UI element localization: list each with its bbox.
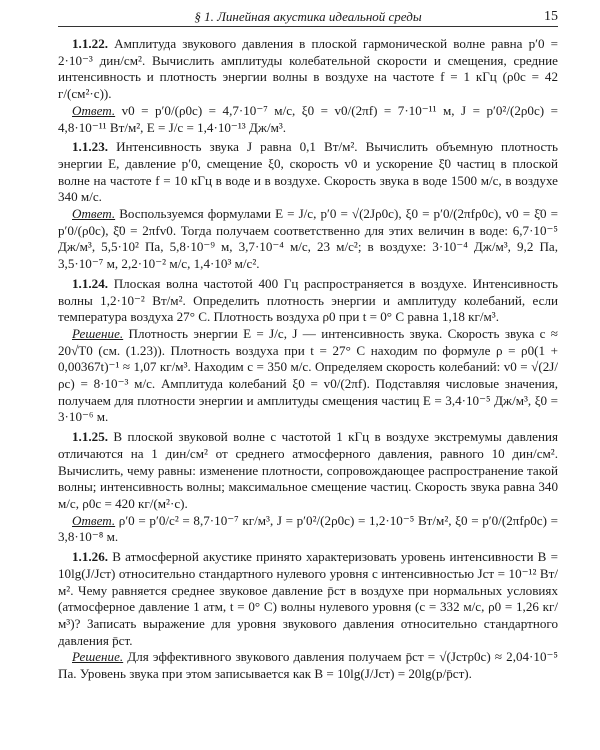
answer-label: Решение.: [72, 649, 124, 665]
problem-text: Интенсивность звука J равна 0,1 Вт/м². Вычислить объемную плотность энергии E, давление p′0, смещение ξ0, скорость v0 и ускорение ξ̈0 частиц в плоской волне на частоте f = 10 кГц в воде и в воздухе. Скорость звука в воде 1500 м/с, в воздухе 340 м/с.: [58, 139, 559, 205]
problem-statement: [58, 549, 558, 649]
problem-answer: [58, 206, 558, 273]
problem-number: 1.1.22.: [72, 36, 109, 51]
problem-number: 1.1.25.: [72, 429, 109, 445]
problem-number: 1.1.23.: [72, 139, 109, 155]
problem-statement: [58, 139, 558, 206]
answer-text: ρ′0 = p′0/c² = 8,7·10⁻⁷ кг/м³, J = p′0²/(2ρ0c) = 1,2·10⁻⁵ Вт/м², ξ0 = p′0/(2πfρ0c) = 3,8·10⁻⁸ м.: [58, 512, 558, 545]
problem-answer: [58, 513, 558, 546]
problem-text: Плоская волна частотой 400 Гц распространяется в воздухе. Интенсивность волны 1,2·10⁻² Вт/м². Определить плотность энергии и амплитуду колебаний, если температура воздуха 27° С. Плотность воздуха ρ0 при t = 0° С равна 1,18 кг/м³.: [58, 275, 558, 325]
page-body: [58, 36, 558, 683]
problem-text: В атмосферной акустике принято характеризовать уровень интенсивности B = 10lg(J/Jст) относительно стандартного нулевого уровня с интенсивностью Jст = 10⁻¹² Вт/м². Чему равняется среднее звуковое давление p̄ст в воздухе при нормальных условиях (атмосферное давление 1 атм, t = 0° С) волны нулевого уровня (c = 332 м/с, ρ0 = 1,26 кг/м³)? Записать выражение для уровня звукового давления относительно стандартного давления p̄ст.: [58, 549, 558, 648]
problem-text: Амплитуда звукового давления в плоской гармонической волне равна p′0 = 2·10⁻³ дин/см². Вычислить амплитуды колебательной скорости и смещения, средние интенсивность и плотность энергии волны в воздухе на частоте f = 1 кГц (ρ0c = 42 г/(см²·с)).: [58, 36, 558, 102]
answer-label: Ответ.: [72, 102, 116, 118]
problem-answer: [58, 649, 558, 682]
page-number: 15: [544, 9, 558, 24]
answer-text: v0 = p′0/(ρ0c) = 4,7·10⁻⁷ м/с, ξ0 = v0/(2πf) = 7·10⁻¹¹ м, J = p′0²/(2ρ0c) = 4,8·10⁻¹¹ Вт/м², E = J/c = 1,4·10⁻¹³ Дж/м³.: [58, 102, 558, 135]
problem-statement: [58, 36, 558, 103]
running-title: § 1. Линейная акустика идеальной среды: [194, 9, 422, 24]
answer-text: Плотность энергии E = J/c, J — интенсивность звука. Скорость звука c ≈ 20√T0 (см. (1.23)). Плотность воздуха при t = 27° С находим по формуле ρ = ρ0(1 + 0,00367t)⁻¹ ≈ 1,07 кг/м³. Находим c = 350 м/с. Определяем скорость колебаний: v0 = √(2J/ρc) = 8·10⁻³ м/с. Амплитуда колебаний ξ0 = v0/(2πf). Подставляя числовые значения, получаем для плотности энергии и амплитуды смещения частиц E = 3,4·10⁻⁵ Дж/м³, ξ0 = 3·10⁻⁶ м.: [58, 325, 558, 425]
problem-number: 1.1.26.: [72, 549, 109, 565]
answer-label: Решение.: [72, 325, 124, 341]
problem-answer: [58, 103, 558, 136]
problem-answer: [58, 326, 558, 426]
answer-text: Для эффективного звукового давления получаем p̄ст = √(Jстρ0c) ≈ 2,04·10⁻⁵ Па. Уровень звука при этом записывается как B = 10lg(J/Jст) = 20lg(p/p̄ст).: [58, 649, 558, 682]
answer-label: Ответ.: [72, 512, 116, 528]
problem-text: В плоской звуковой волне с частотой 1 кГц в воздухе экстремумы давления отличаются на 1 дин/см² от среднего атмосферного давления, равного 10 дин/см². Вычислить, чему равны: изменение плотности, сопровождающее распространение такой волны; интенсивность волны; максимальное смещение частиц. Скорость звука равна 340 м/с, ρ0c = 420 кг/(м²·с).: [58, 429, 558, 511]
problem-statement: [58, 429, 558, 513]
running-header: [58, 6, 558, 27]
answer-label: Ответ.: [72, 206, 116, 222]
problem-statement: [58, 276, 558, 326]
answer-text: Воспользуемся формулами E = J/c, p′0 = √(2Jρ0c), ξ0 = p′0/(2πfρ0c), v0 = ξ̇0 = p′0/(ρ0c), ξ̈0 = 2πfv0. Тогда получаем соответственно для этих величин в воде: 6,7·10⁻⁵ Дж/м³, 5,5·10² Па, 5,8·10⁻⁹ м, 3,7·10⁻⁴ м/с, 23 м/с²; в воздухе: 3·10⁻⁴ Дж/м³, 9,2 Па, 3,5·10⁻⁷ м, 2,2·10⁻² м/с, 1,4·10³ м/с².: [58, 206, 558, 272]
problem-number: 1.1.24.: [72, 275, 109, 291]
